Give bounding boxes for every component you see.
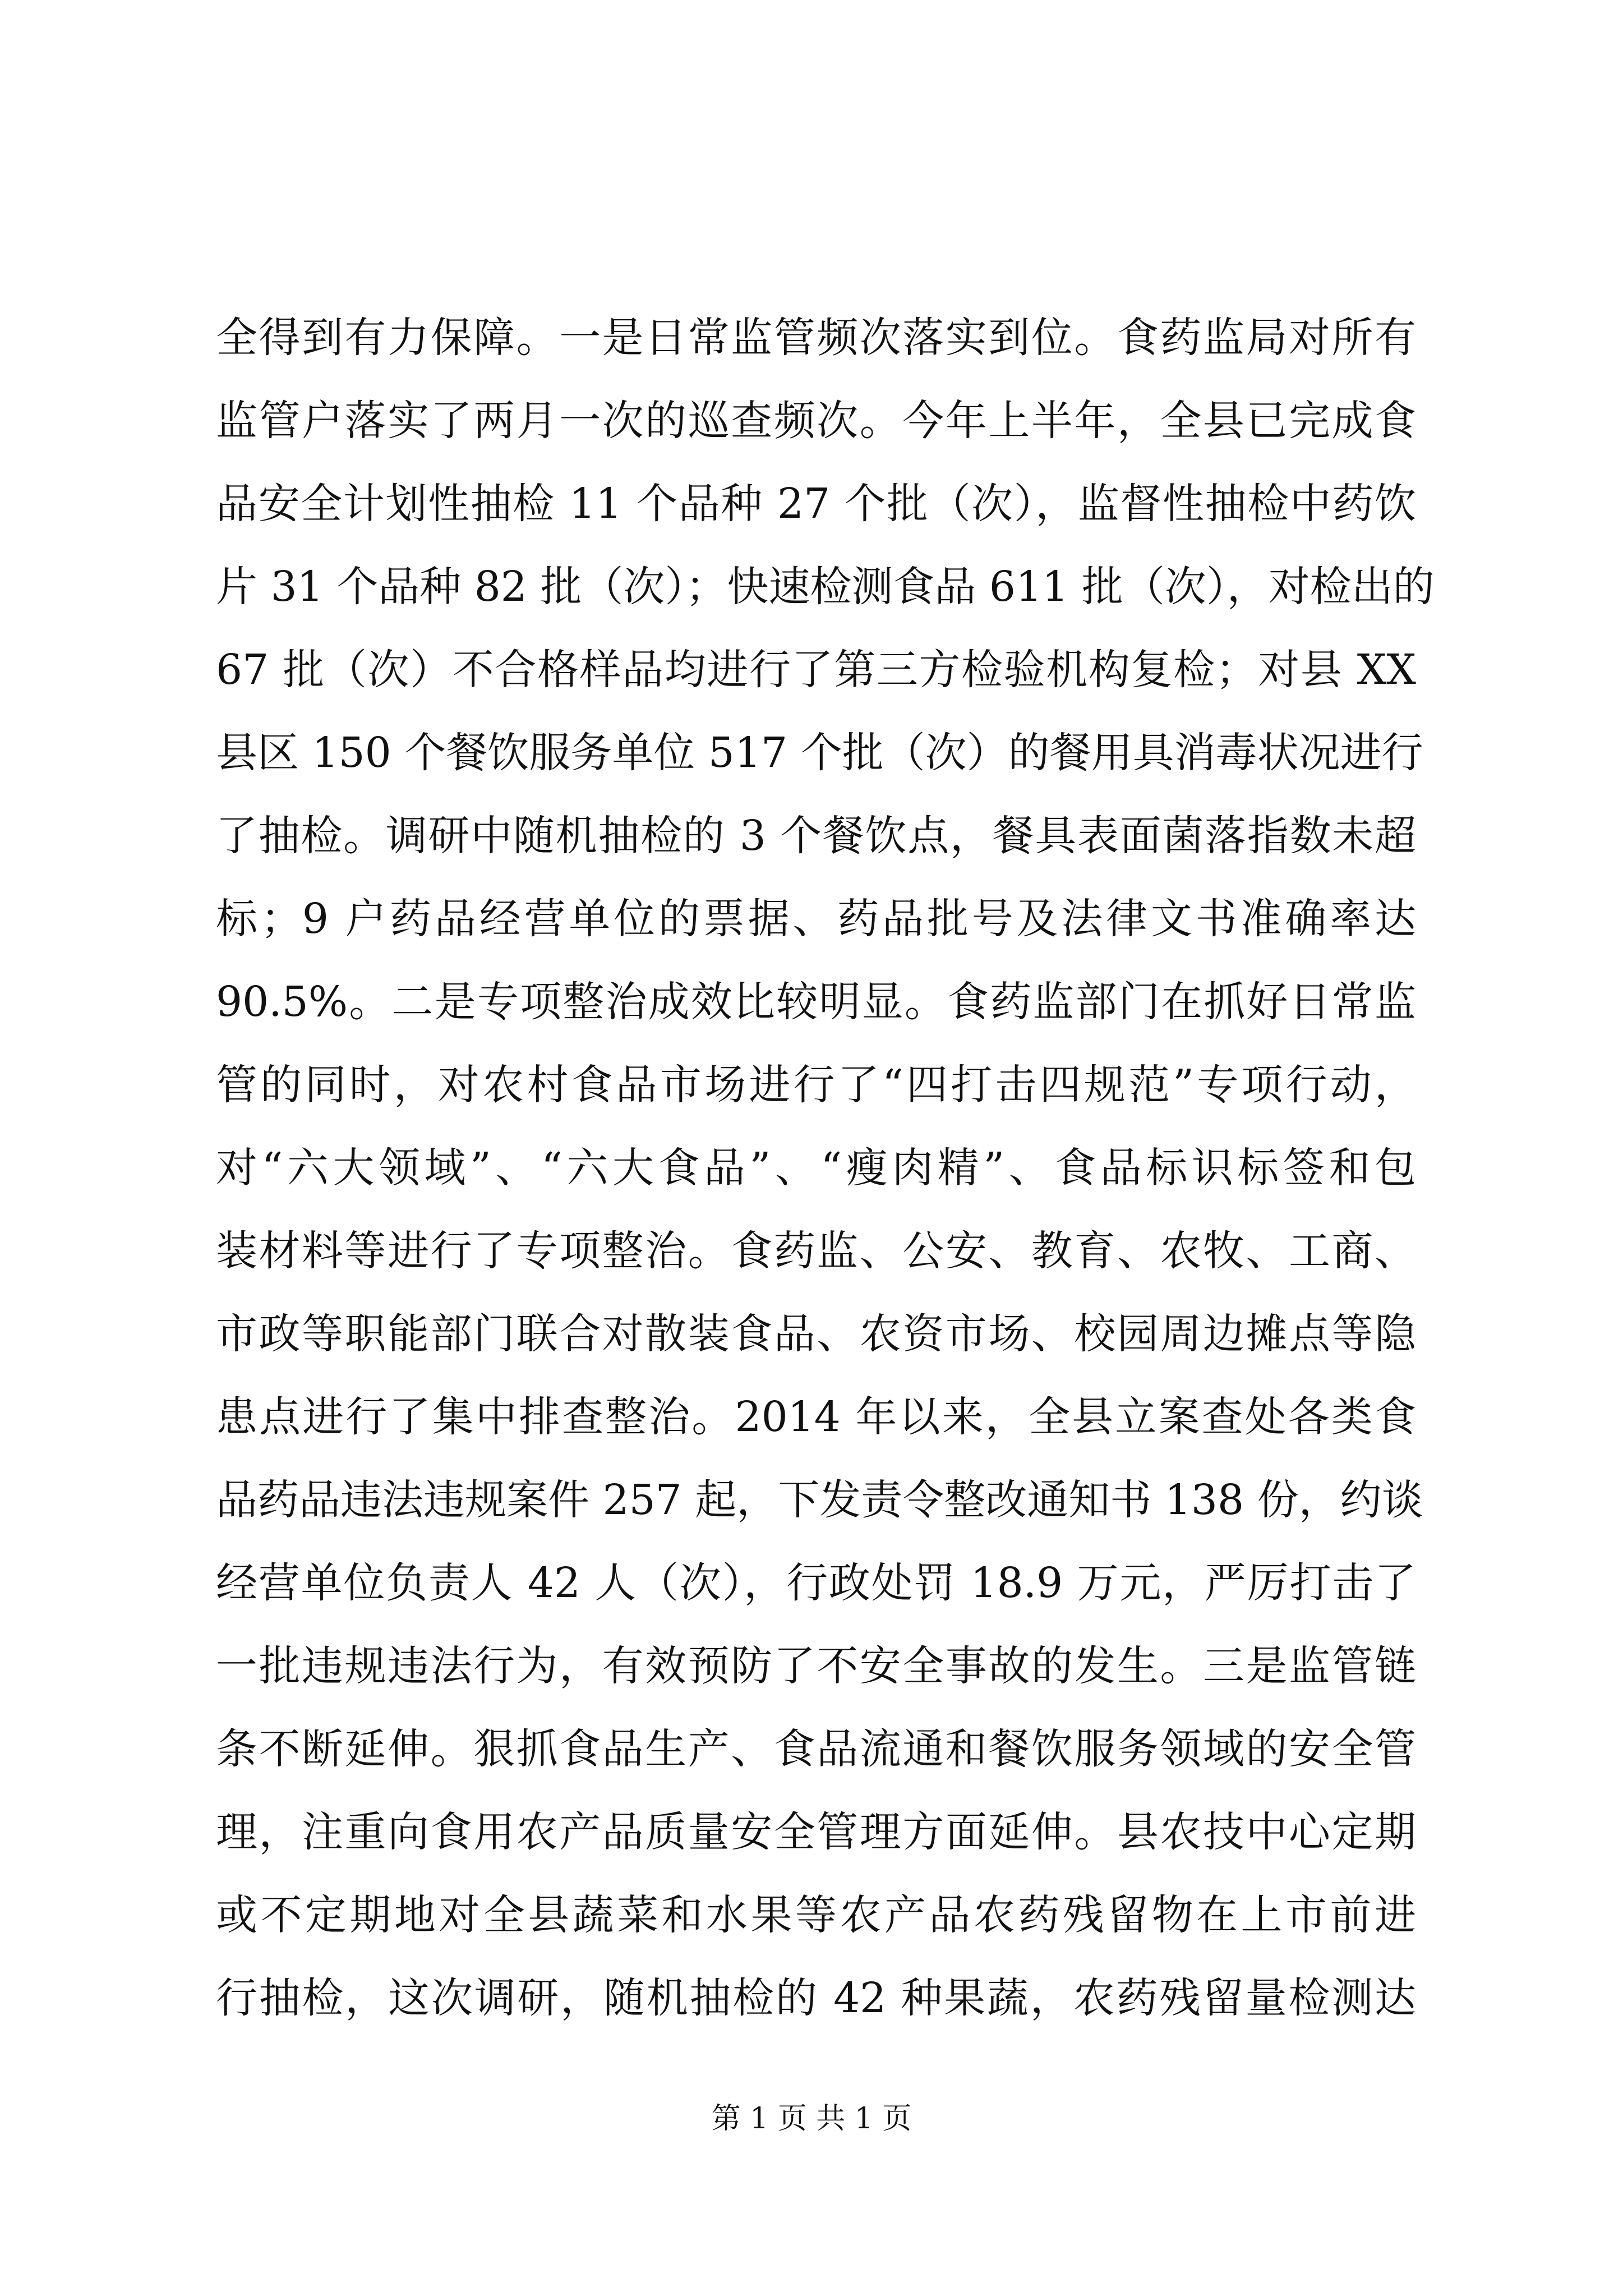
text-line: 理，注重向食用农产品质量安全管理方面延伸。县农技中心定期	[216, 1808, 1416, 1856]
text-line: 县区 150 个餐饮服务单位 517 个批（次）的餐用具消毒状况进行	[216, 729, 1423, 777]
body-text	[216, 296, 1435, 2040]
text-line: 管的同时，对农村食品市场进行了“四打击四规范”专项行动，	[216, 1061, 1416, 1109]
text-line: 监管户落实了两月一次的巡查频次。今年上半年，全县已完成食	[216, 397, 1416, 445]
text-line: 患点进行了集中排查整治。2014 年以来，全县立案查处各类食	[216, 1393, 1416, 1441]
text-line: 装材料等进行了专项整治。食药监、公安、教育、农牧、工商、	[216, 1227, 1416, 1275]
text-line: 品安全计划性抽检 11 个品种 27 个批（次），监督性抽检中药饮	[216, 480, 1416, 528]
text-line: 片 31 个品种 82 批（次）；快速检测食品 611 批（次），对检出的	[216, 563, 1435, 611]
text-line: 了抽检。调研中随机抽检的 3 个餐饮点，餐具表面菌落指数未超	[216, 812, 1416, 860]
text-line: 90.5%。二是专项整治成效比较明显。食药监部门在抓好日常监	[216, 978, 1416, 1026]
text-line: 行抽检，这次调研，随机抽检的 42 种果蔬，农药残留量检测达	[216, 1974, 1416, 2022]
text-line: 一批违规违法行为，有效预防了不安全事故的发生。三是监管链	[216, 1642, 1416, 1690]
text-line: 对“六大领域”、“六大食品”、“瘦肉精”、食品标识标签和包	[216, 1144, 1416, 1192]
page-footer: 第 1 页 共 1 页	[711, 2102, 912, 2136]
text-line: 市政等职能部门联合对散装食品、农资市场、校园周边摊点等隐	[216, 1310, 1416, 1358]
text-line: 或不定期地对全县蔬菜和水果等农产品农药残留物在上市前进	[216, 1891, 1416, 1939]
text-line: 经营单位负责人 42 人（次），行政处罚 18.9 万元，严厉打击了	[216, 1559, 1416, 1607]
text-line: 67 批（次）不合格样品均进行了第三方检验机构复检；对县 XX	[216, 646, 1416, 694]
text-line: 条不断延伸。狠抓食品生产、食品流通和餐饮服务领域的安全管	[216, 1725, 1416, 1773]
text-line: 标；9 户药品经营单位的票据、药品批号及法律文书准确率达	[216, 895, 1416, 943]
text-line: 品药品违法违规案件 257 起，下发责令整改通知书 138 份，约谈	[216, 1476, 1423, 1524]
text-line: 全得到有力保障。一是日常监管频次落实到位。食药监局对所有	[216, 314, 1416, 362]
